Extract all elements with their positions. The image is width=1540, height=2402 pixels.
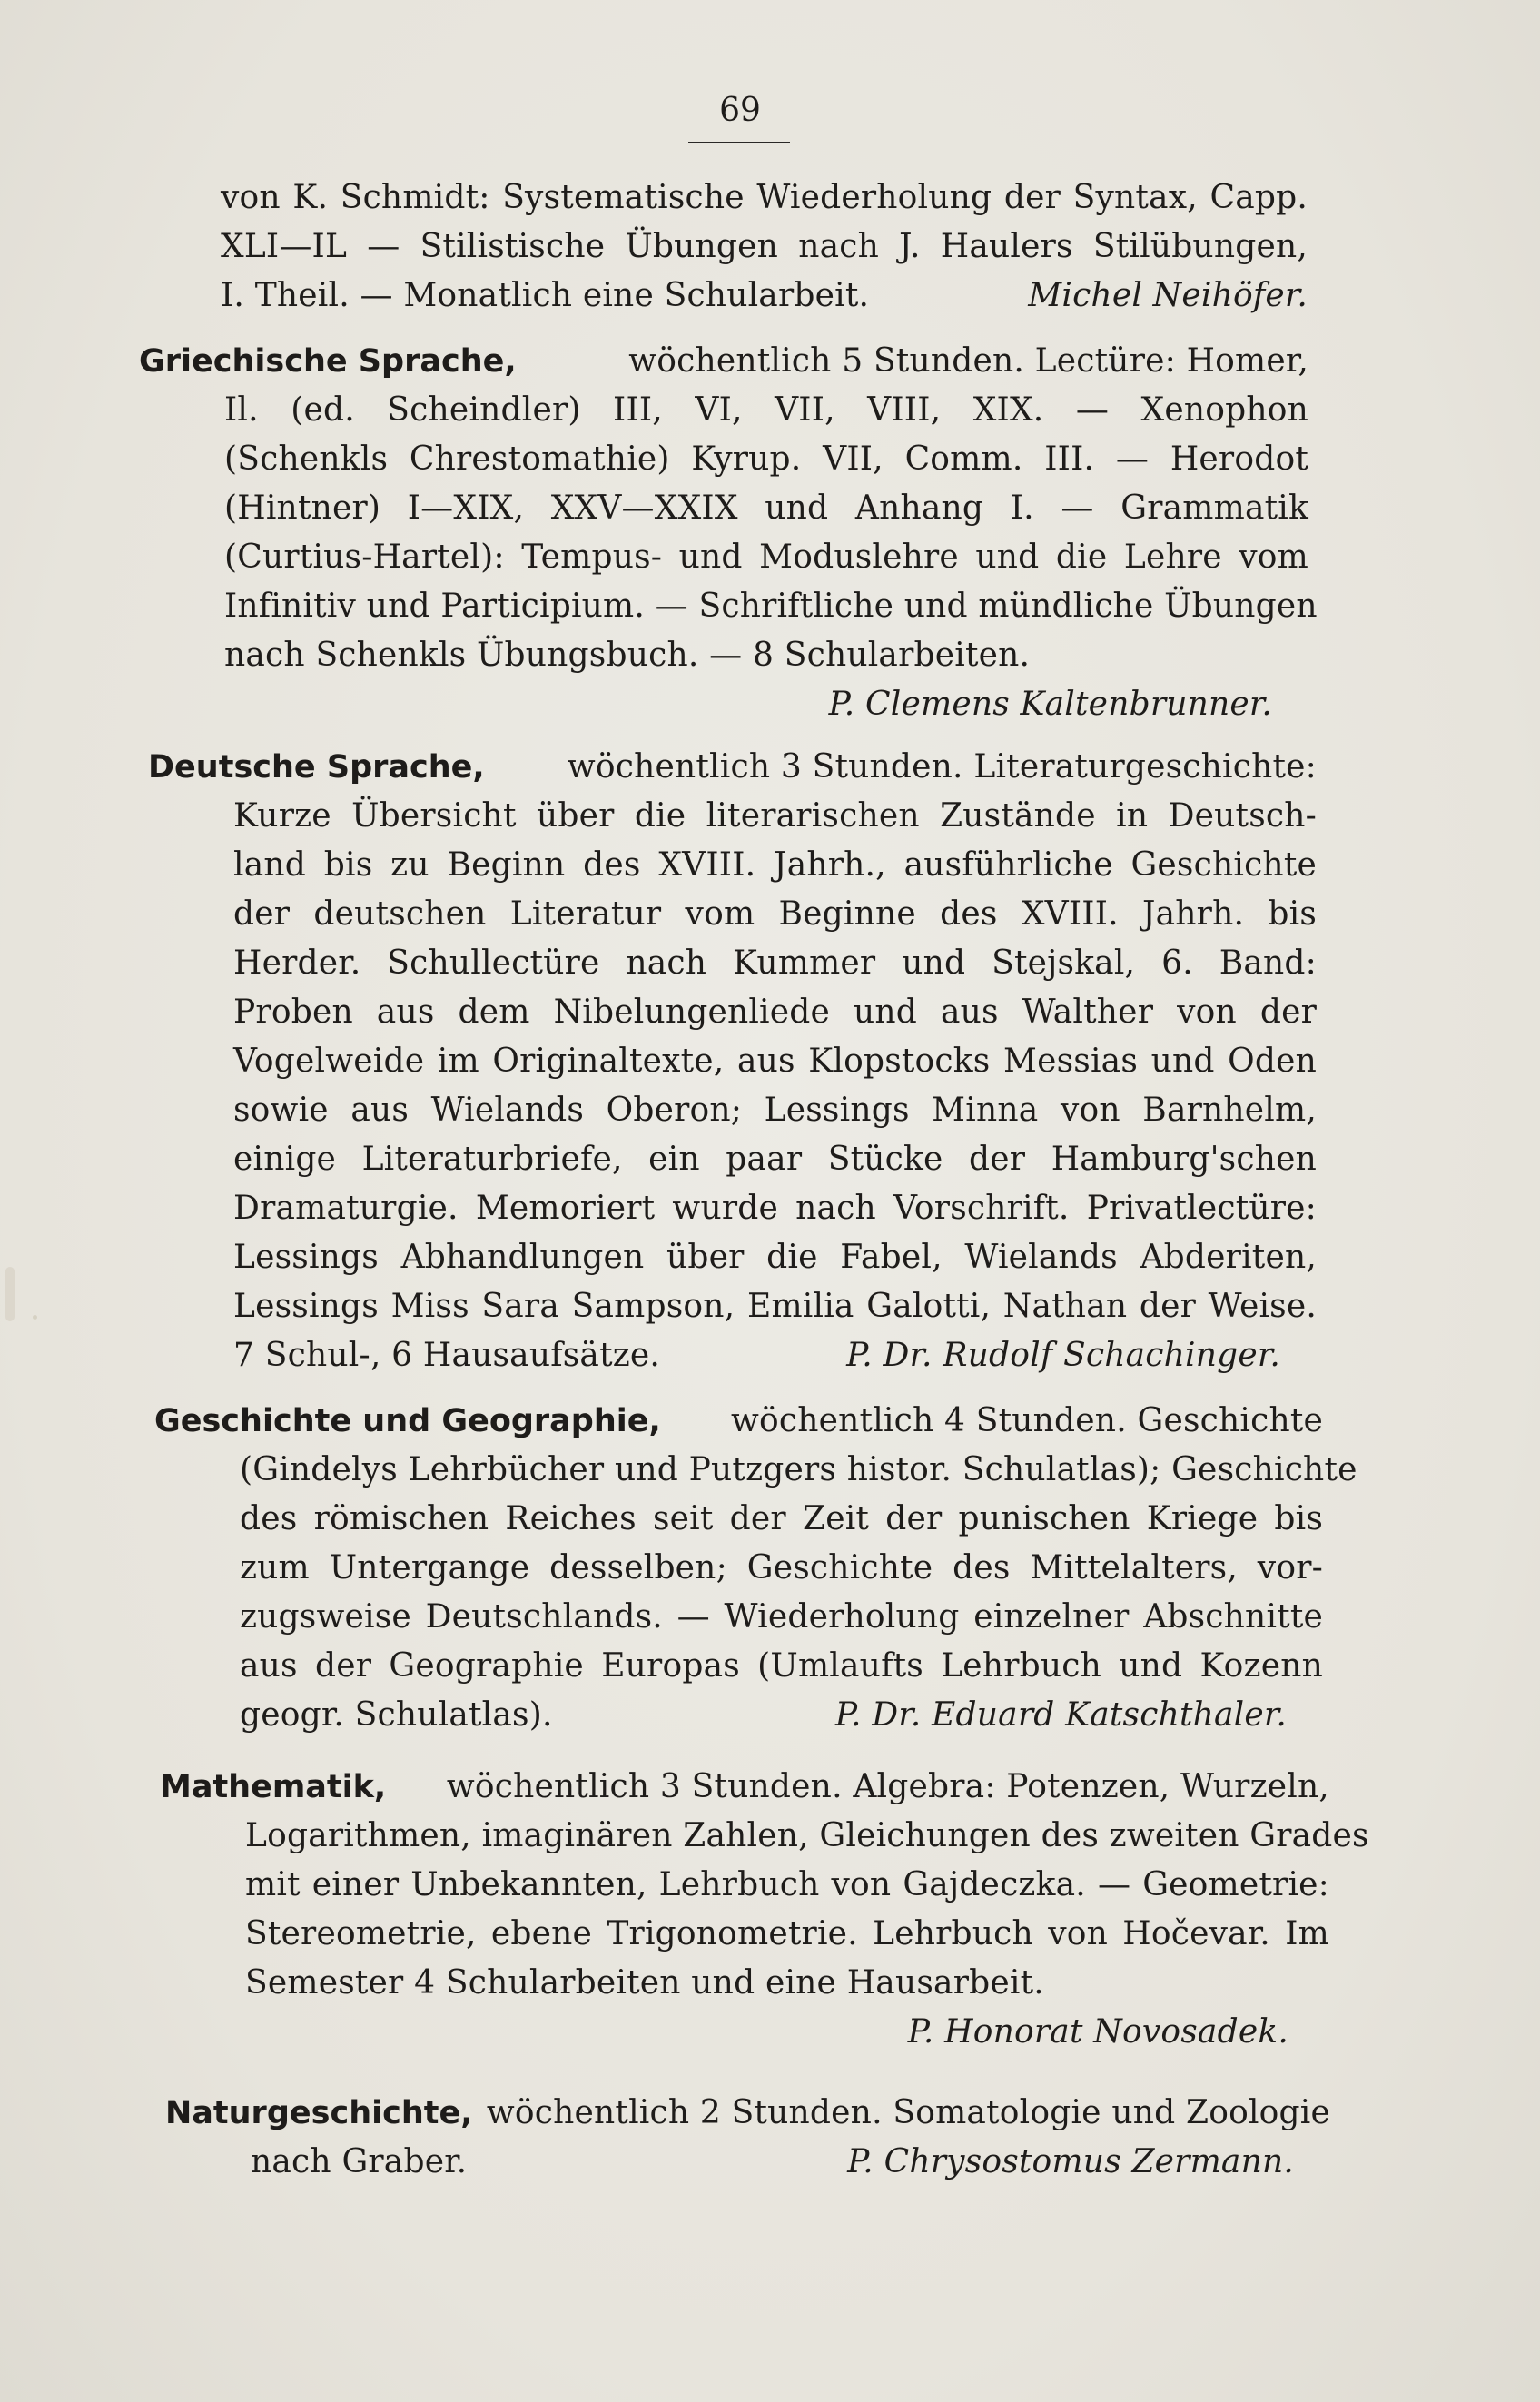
page-number: 69: [719, 92, 761, 129]
signature-line: [224, 680, 1308, 729]
text-line-with-signature: [221, 272, 1308, 321]
section-deutsch: [148, 743, 1317, 1380]
text-line: der deutschen Literatur vom Beginne des XVIII. Jahrh. bis: [233, 895, 1317, 933]
section-geschichte: [154, 1397, 1357, 1740]
text-line-with-signature: [240, 1691, 1323, 1740]
text-line-with-signature: [233, 1331, 1317, 1380]
section-heading: Deutsche Sprache,: [148, 749, 485, 786]
text-line: zum Untergange desselben; Geschichte des Mittelalters, vor-: [240, 1549, 1323, 1587]
section-body: [148, 792, 1317, 1380]
section-body: [160, 1812, 1369, 2057]
text-line: mit einer Unbekannten, Lehrbuch von Gajdeczka. — Geometrie:: [245, 1866, 1329, 1903]
text-line: Dramaturgie. Memoriert wurde nach Vorschrift. Privatlectüre:: [233, 1190, 1317, 1227]
section-mathematik: [160, 1763, 1369, 2057]
signature-line: [245, 2008, 1329, 2057]
text-line: Logarithmen, imaginären Zahlen, Gleichungen des zweiten Grades: [245, 1817, 1369, 1854]
text-line: Lessings Abhandlungen über die Fabel, Wielands Abderiten,: [233, 1239, 1317, 1276]
text-line: geogr. Schulatlas).: [240, 1696, 553, 1734]
text-line: I. Theil. — Monatlich eine Schularbeit.: [221, 277, 870, 314]
teacher-signature: Michel Neihöfer.: [1028, 277, 1308, 314]
section-first-line: [165, 2089, 1330, 2138]
text-line-with-signature: [165, 2138, 1330, 2187]
teacher-signature: P. Clemens Kaltenbrunner.: [828, 686, 1272, 723]
text-line: XLI—IL — Stilistische Übungen nach J. Haulers Stilübungen,: [221, 228, 1308, 265]
text-line: Semester 4 Schularbeiten und eine Hausarbeit.: [245, 1964, 1044, 2002]
section-latein: [221, 173, 1308, 321]
section-naturgeschichte: [165, 2089, 1330, 2187]
text-line: nach Graber.: [251, 2143, 468, 2180]
teacher-signature: P. Chrysostomus Zermann.: [847, 2143, 1294, 2180]
paper-speck: [33, 1315, 37, 1320]
teacher-signature: P. Honorat Novosadek.: [907, 2013, 1288, 2051]
section-heading: Naturgeschichte,: [165, 2095, 473, 2131]
text-line: land bis zu Beginn des XVIII. Jahrh., ausführliche Geschichte: [233, 846, 1317, 884]
text-line: (Gindelys Lehrbücher und Putzgers histor. Schulatlas); Geschichte: [240, 1451, 1357, 1488]
text-line: 7 Schul-, 6 Hausaufsätze.: [233, 1337, 661, 1374]
text-line: zugsweise Deutschlands. — Wiederholung einzelner Abschnitte: [240, 1598, 1323, 1636]
section-heading: Mathematik,: [160, 1769, 387, 1805]
text-line: Vogelweide im Originaltexte, aus Klopstocks Messias und Oden: [233, 1043, 1317, 1080]
teacher-signature: P. Dr. Rudolf Schachinger.: [846, 1337, 1280, 1374]
text-line: des römischen Reiches seit der Zeit der punischen Kriege bis: [240, 1500, 1323, 1537]
text-line: wöchentlich 5 Stunden. Lectüre: Homer,: [628, 342, 1308, 380]
text-line: Kurze Übersicht über die literarischen Zustände in Deutsch-: [233, 797, 1317, 835]
text-line: wöchentlich 3 Stunden. Literaturgeschichte:: [567, 748, 1317, 786]
text-line: Infinitiv und Participium. — Schriftliche und mündliche Übungen: [224, 588, 1318, 625]
section-heading: Griechische Sprache,: [139, 343, 517, 380]
text-line: Proben aus dem Nibelungenliede und aus Walther von der: [233, 993, 1317, 1031]
text-line: nach Schenkls Übungsbuch. — 8 Schularbeiten.: [224, 637, 1031, 674]
paper-stain: [5, 1267, 15, 1321]
text-line: Lessings Miss Sara Sampson, Emilia Galotti, Nathan der Weise.: [233, 1288, 1317, 1325]
page-number-rule: [688, 142, 790, 143]
section-first-line: [160, 1763, 1329, 1812]
text-line: (Hintner) I—XIX, XXV—XXIX und Anhang I. — Grammatik: [224, 489, 1308, 527]
section-body: [139, 386, 1318, 729]
text-line: wöchentlich 2 Stunden. Somatologie und Zoologie: [486, 2094, 1330, 2131]
text-line: aus der Geographie Europas (Umlaufts Lehrbuch und Kozenn: [240, 1647, 1323, 1685]
section-heading: Geschichte und Geographie,: [154, 1403, 661, 1439]
text-line: einige Literaturbriefe, ein paar Stücke der Hamburg'schen: [233, 1141, 1317, 1178]
text-line: (Schenkls Chrestomathie) Kyrup. VII, Comm. III. — Herodot: [224, 440, 1308, 478]
text-line: Herder. Schullectüre nach Kummer und Stejskal, 6. Band:: [233, 944, 1317, 982]
section-griechisch: [139, 337, 1318, 729]
text-line: sowie aus Wielands Oberon; Lessings Minna von Barnhelm,: [233, 1092, 1317, 1129]
section-body: [154, 1446, 1357, 1740]
text-line: wöchentlich 4 Stunden. Geschichte: [731, 1402, 1323, 1439]
section-first-line: [139, 337, 1308, 386]
text-line: Il. (ed. Scheindler) III, VI, VII, VIII, XIX. — Xenophon: [224, 391, 1308, 429]
section-first-line: [148, 743, 1317, 792]
section-first-line: [154, 1397, 1323, 1446]
text-line: wöchentlich 3 Stunden. Algebra: Potenzen, Wurzeln,: [446, 1768, 1329, 1805]
text-line: von K. Schmidt: Systematische Wiederholung der Syntax, Capp.: [221, 179, 1308, 216]
teacher-signature: P. Dr. Eduard Katschthaler.: [834, 1696, 1287, 1734]
text-line: (Curtius-Hartel): Tempus- und Moduslehre und die Lehre vom: [224, 539, 1308, 576]
text-line: Stereometrie, ebene Trigonometrie. Lehrbuch von Hočevar. Im: [245, 1915, 1329, 1952]
